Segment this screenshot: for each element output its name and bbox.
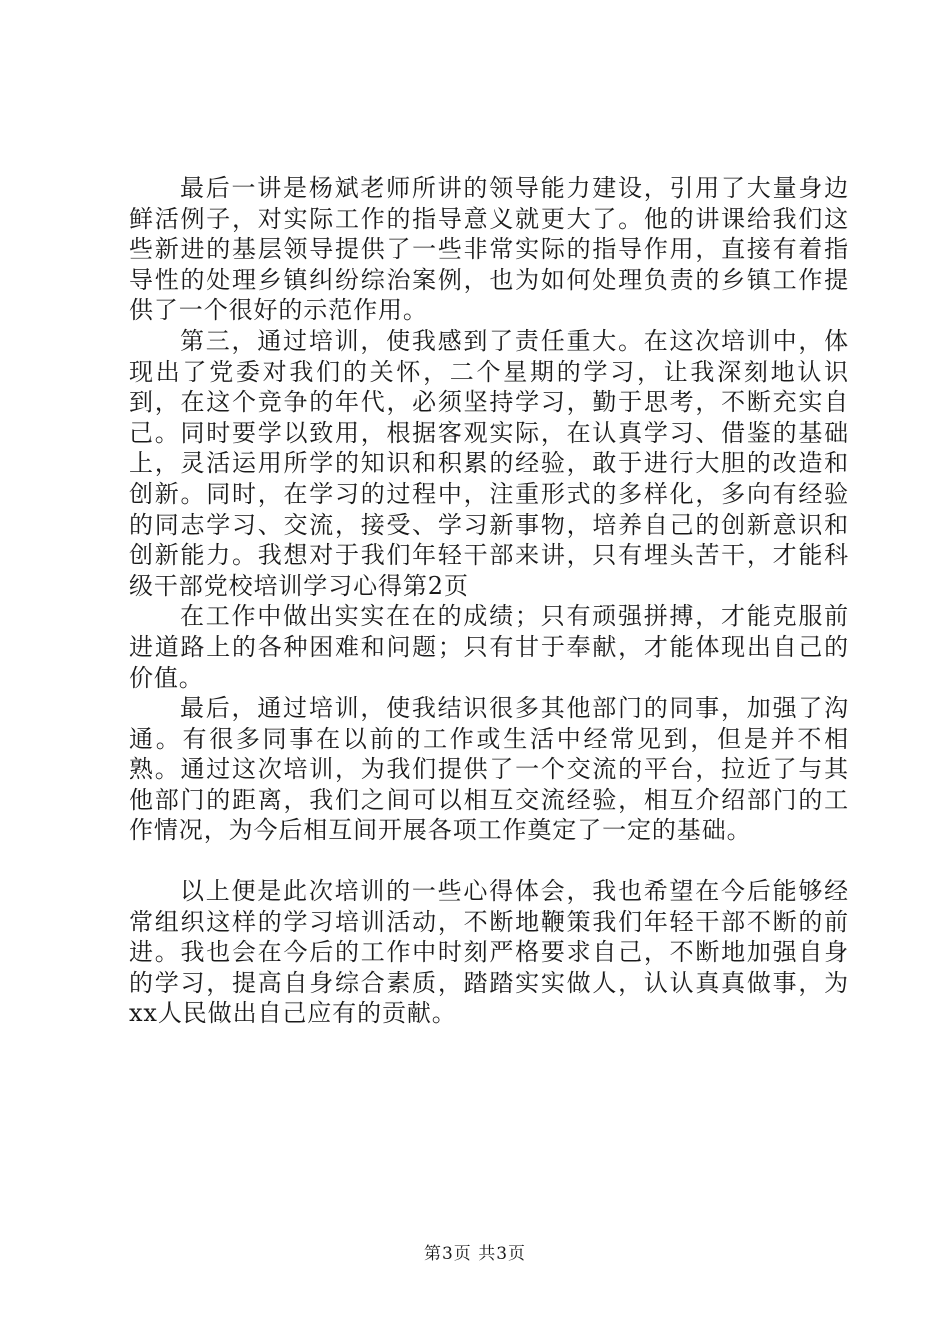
paragraph-1: 最后一讲是杨斌老师所讲的领导能力建设，引用了大量身边鲜活例子，对实际工作的指导意义就更大了。他的讲课给我们这些新进的基层领导提供了一些非常实际的指导作用，直接有着指导性的处理乡镇纠纷综治案例，也为如何处理负责的乡镇工作提供了一个很好的示范作用。 [129,174,849,325]
document-body [129,173,849,1029]
page-footer: 第3页 共3页 [423,1244,527,1264]
paragraph-2: 第三，通过培训，使我感到了责任重大。在这次培训中，体现出了党委对我们的关怀，二个星期的学习，让我深刻地认识到，在这个竞争的年代，必须坚持学习，勤于思考，不断充实自己。同时要学以致用，根据客观实际，在认真学习、借鉴的基础上，灵活运用所学的知识和积累的经验，敢于进行大胆的改造和创新。同时，在学习的过程中，注重形式的多样化，多向有经验的同志学习、交流，接受、学习新事物，培养自己的创新意识和创新能力。我想对于我们年轻干部来讲，只有埋头苦干，才能科级干部党校培训学习心得第2页 [129,326,849,600]
paragraph-4: 最后，通过培训，使我结识很多其他部门的同事，加强了沟通。有很多同事在以前的工作或生活中经常见到，但是并不相熟。通过这次培训，为我们提供了一个交流的平台，拉近了与其他部门的距离，我们之间可以相互交流经验，相互介绍部门的工作情况，为今后相互间开展各项工作奠定了一定的基础。 [129,694,849,845]
paragraph-5: 以上便是此次培训的一些心得体会，我也希望在今后能够经常组织这样的学习培训活动，不断地鞭策我们年轻干部不断的前进。我也会在今后的工作中时刻严格要求自己，不断地加强自身的学习，提高自身综合素质，踏踏实实做人，认认真真做事，为xx人民做出自己应有的贡献。 [129,877,849,1028]
paragraph-3: 在工作中做出实实在在的成绩；只有顽强拼搏，才能克服前进道路上的各种困难和问题；只有甘于奉献，才能体现出自己的价值。 [129,602,849,692]
